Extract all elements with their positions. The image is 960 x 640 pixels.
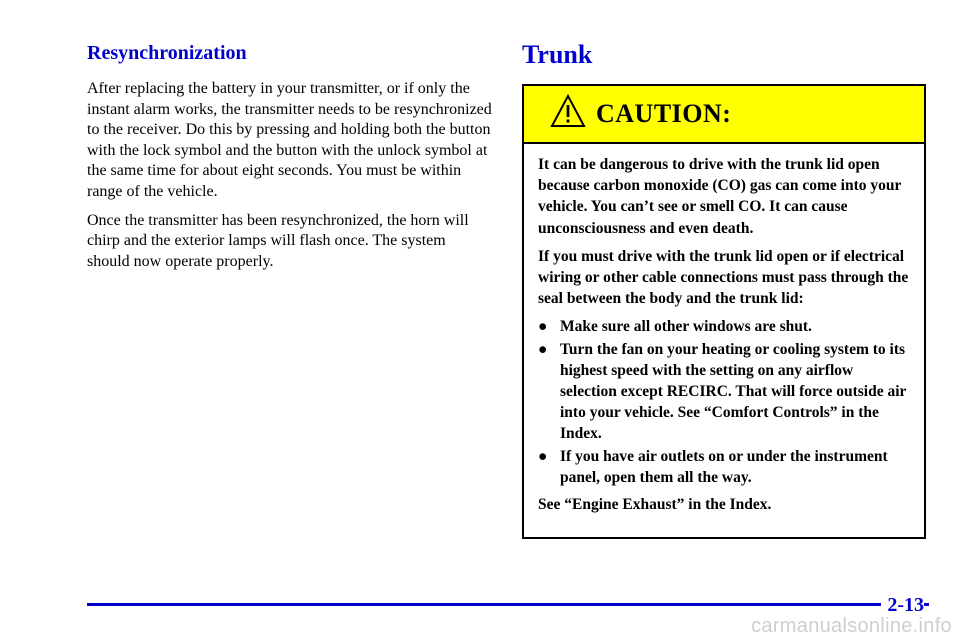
- caution-paragraph-1: It can be dangerous to drive with the trunk lid open because carbon monoxide (CO) gas can come into your vehicle. You can’t see or smell CO. It can cause unconsciousness and even death.: [538, 156, 902, 237]
- warning-triangle-icon: [550, 94, 586, 128]
- trunk-section-title: Trunk: [522, 40, 593, 69]
- footer-rule: [87, 603, 929, 606]
- left-paragraph-2: Once the transmitter has been resynchronized, the horn will chirp and the exterior lamps will flash once. The system should now operate properly.: [87, 211, 469, 270]
- caution-bullet-list: [538, 316, 910, 488]
- caution-paragraph-2: If you must drive with the trunk lid open or if electrical wiring or other cable connections must pass through the seal between the body and the trunk lid:: [538, 247, 909, 308]
- bullet-icon: ●: [538, 318, 548, 336]
- caution-closing-reference: See “Engine Exhaust” in the Index.: [538, 496, 772, 514]
- watermark: carmanualsonline.info: [751, 615, 952, 637]
- bullet-icon: ●: [538, 340, 548, 358]
- bullet-text: If you have air outlets on or under the instrument panel, open them all the way.: [560, 447, 888, 486]
- list-item: [538, 339, 910, 445]
- right-column: [522, 38, 930, 539]
- bullet-icon: ●: [538, 447, 548, 465]
- list-item: [538, 316, 910, 337]
- caution-body: [524, 144, 924, 515]
- bullet-text: Make sure all other windows are shut.: [560, 318, 812, 336]
- caution-label: CAUTION:: [596, 99, 732, 128]
- bullet-text: Turn the fan on your heating or cooling system to its highest speed with the setting on any airflow selection except RECIRC. That will force outside air into your vehicle. See “Comfort Controls” in the Index.: [560, 340, 907, 443]
- page-number: 2-13: [881, 594, 924, 617]
- left-paragraph-1: After replacing the battery in your transmitter, or if only the instant alarm works, the transmitter needs to be resynchronized to the receiver. Do this by pressing and holding both the button with the lock symbol and the button with the unlock symbol at the same time for about eight seconds. You must be within range of the vehicle.: [87, 80, 492, 200]
- caution-box: [522, 84, 926, 539]
- caution-header: [524, 86, 924, 144]
- left-column: [87, 40, 492, 280]
- resynchronization-heading: Resynchronization: [87, 42, 247, 64]
- list-item: [538, 446, 910, 488]
